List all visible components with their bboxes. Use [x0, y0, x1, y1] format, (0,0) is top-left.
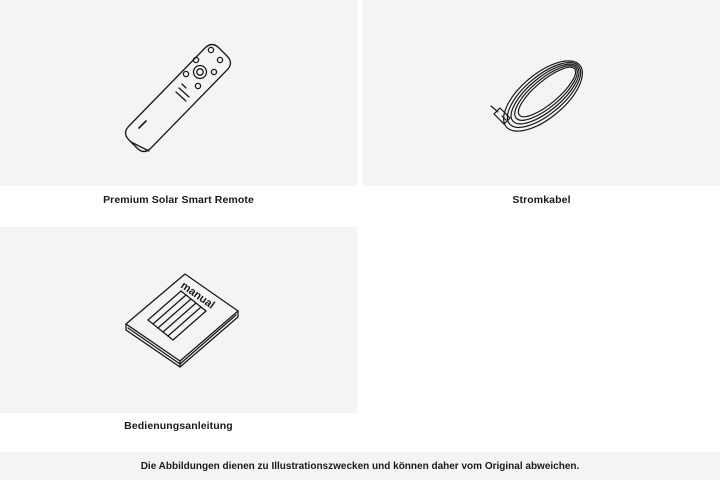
remote-control-icon: [0, 0, 357, 186]
disclaimer-bar: [0, 452, 720, 480]
caption-manual: Bedienungsanleitung: [124, 420, 233, 432]
tile-cable: [363, 0, 720, 186]
power-cable-icon: [363, 0, 720, 186]
disclaimer-text: Die Abbildungen dienen zu Illustrationszwecken und können daher vom Original abweichen.: [140, 460, 580, 472]
manual-cover-text: manual: [178, 279, 217, 312]
tile-remote: [0, 0, 357, 186]
caption-remote: Premium Solar Smart Remote: [103, 194, 254, 206]
tile-manual: [0, 227, 357, 413]
caption-cable: Stromkabel: [512, 194, 571, 206]
manual-booklet-icon: [0, 227, 357, 413]
